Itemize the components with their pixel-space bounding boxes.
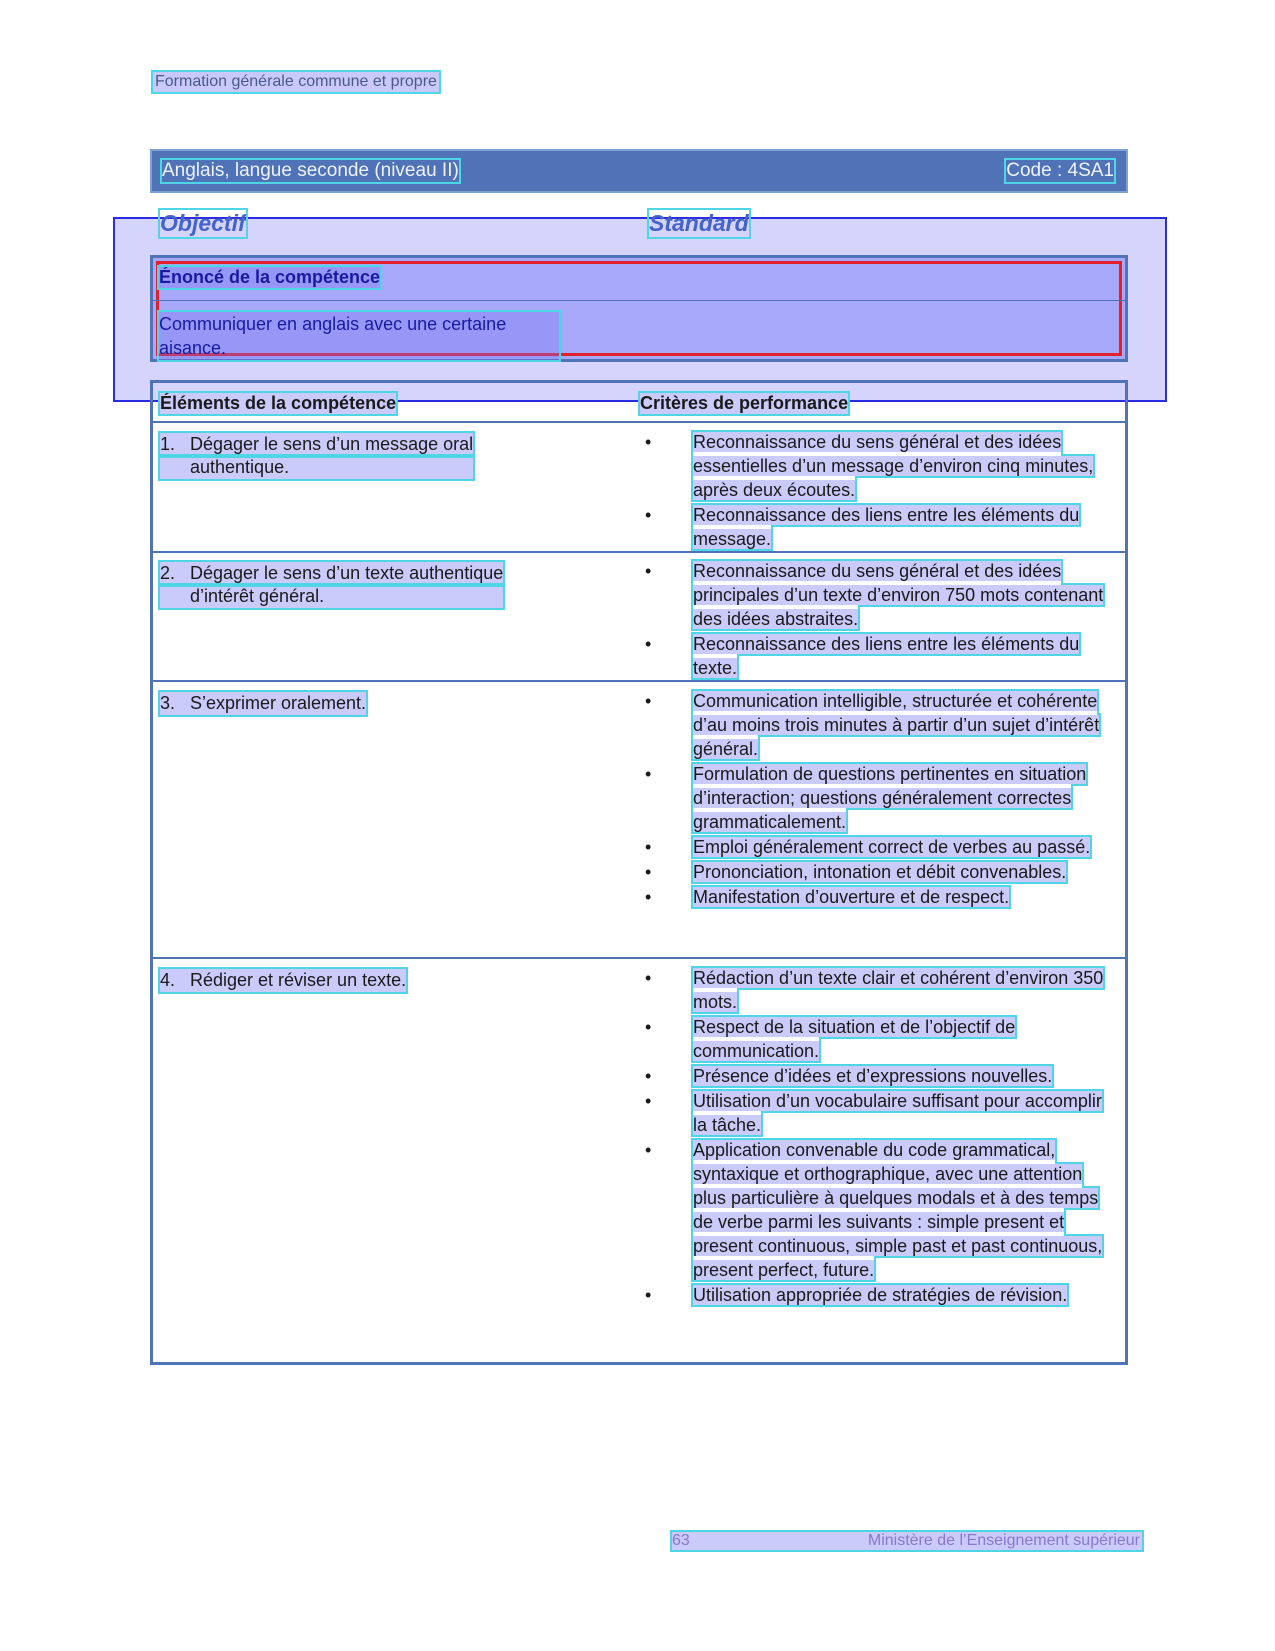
criterion-text: Utilisation d’un vocabulaire suffisant pour accomplir la tâche. <box>693 1091 1102 1135</box>
element-text: Dégager le sens d’un message oral <box>190 434 474 454</box>
criterion-item <box>645 503 1115 551</box>
element-number: 3. <box>160 693 176 713</box>
objectif-label: Objectif <box>160 210 246 236</box>
page-footer <box>672 1532 1142 1550</box>
criterion-text: Application convenable du code grammatical, syntaxique et orthographique, avec une attention plus particulière à quelques modals et à des temps de verbe parmi les suivants : simple present et present continuous, simple past et past continuous, present perfect, future. <box>693 1140 1103 1280</box>
bullet-icon: • <box>645 691 652 711</box>
criteria-list-4 <box>645 966 1115 1308</box>
competence-divider <box>153 300 1125 301</box>
running-head: Formation générale commune et propre <box>155 73 437 90</box>
criterion-text: Communication intelligible, structurée et cohérente d’au moins trois minutes à partir d’un sujet d’intérêt général. <box>693 691 1100 759</box>
criterion-item <box>645 559 1115 631</box>
column-header-criteres: Critères de performance <box>640 393 849 413</box>
criterion-text: Emploi généralement correct de verbes au passé. <box>693 837 1091 857</box>
bullet-icon: • <box>645 561 652 581</box>
criterion-item <box>645 835 1115 859</box>
bullet-icon: • <box>645 1285 652 1305</box>
bullet-icon: • <box>645 862 652 882</box>
criterion-item <box>645 860 1115 884</box>
criterion-text: Rédaction d’un texte clair et cohérent d’environ 350 mots. <box>693 968 1104 1012</box>
criterion-item <box>645 1138 1115 1282</box>
bullet-icon: • <box>645 1091 652 1111</box>
element-text: Dégager le sens d’un texte authentique <box>190 563 504 583</box>
element-number: 1. <box>160 434 176 454</box>
criterion-item <box>645 885 1115 909</box>
element-number: 4. <box>160 970 176 990</box>
criterion-text: Formulation de questions pertinentes en situation d’interaction; questions généralement correctes grammaticalement. <box>693 764 1087 832</box>
column-header-elements: Éléments de la compétence <box>160 393 397 413</box>
bullet-icon: • <box>645 887 652 907</box>
competence-box <box>150 255 1128 362</box>
ministry-name: Ministère de l’Enseignement supérieur <box>867 1532 1140 1549</box>
element-text: authentique. <box>160 456 473 479</box>
criterion-item <box>645 966 1115 1014</box>
element-2 <box>160 562 503 608</box>
bullet-icon: • <box>645 432 652 452</box>
criteria-list-3 <box>645 689 1115 910</box>
criterion-item <box>645 632 1115 680</box>
criterion-text: Reconnaissance du sens général et des idées essentielles d’un message d’environ cinq minutes, après deux écoutes. <box>693 432 1094 500</box>
page-number: 63 <box>672 1532 690 1549</box>
criterion-text: Utilisation appropriée de stratégies de révision. <box>693 1285 1068 1305</box>
bullet-icon: • <box>645 764 652 784</box>
criterion-text: Reconnaissance des liens entre les éléments du message. <box>693 505 1080 549</box>
bullet-icon: • <box>645 1140 652 1160</box>
element-text: Rédiger et réviser un texte. <box>190 970 407 990</box>
criteria-list-2 <box>645 559 1115 681</box>
element-3 <box>160 692 366 715</box>
element-text: S’exprimer oralement. <box>190 693 367 713</box>
standard-label: Standard <box>649 210 749 236</box>
competence-text: Communiquer en anglais avec une certaine aisance. <box>159 312 559 360</box>
course-title-bar <box>150 149 1128 193</box>
element-number: 2. <box>160 563 176 583</box>
criterion-text: Manifestation d’ouverture et de respect. <box>693 887 1010 907</box>
criterion-text: Reconnaissance des liens entre les éléments du texte. <box>693 634 1080 678</box>
bullet-icon: • <box>645 837 652 857</box>
bullet-icon: • <box>645 634 652 654</box>
criterion-item <box>645 1015 1115 1063</box>
element-text: d’intérêt général. <box>160 585 503 608</box>
criterion-text: Reconnaissance du sens général et des idées principales d’un texte d’environ 750 mots contenant des idées abstraites. <box>693 561 1104 629</box>
competence-heading: Énoncé de la compétence <box>159 267 381 287</box>
bullet-icon: • <box>645 968 652 988</box>
course-code: Code : 4SA1 <box>1006 160 1114 181</box>
bullet-icon: • <box>645 1066 652 1086</box>
element-1 <box>160 433 473 479</box>
bullet-icon: • <box>645 1017 652 1037</box>
criterion-item <box>645 1089 1115 1137</box>
criterion-item <box>645 689 1115 761</box>
criterion-text: Respect de la situation et de l’objectif de communication. <box>693 1017 1016 1061</box>
criterion-item <box>645 430 1115 502</box>
element-4 <box>160 969 406 992</box>
course-title: Anglais, langue seconde (niveau II) <box>162 160 459 181</box>
criteria-list-1 <box>645 430 1115 552</box>
criterion-text: Présence d’idées et d’expressions nouvelles. <box>693 1066 1053 1086</box>
criterion-item <box>645 1064 1115 1088</box>
criterion-item <box>645 1283 1115 1307</box>
bullet-icon: • <box>645 505 652 525</box>
row-divider <box>152 957 1126 959</box>
criterion-text: Prononciation, intonation et débit convenables. <box>693 862 1067 882</box>
header-divider <box>152 421 1126 423</box>
criterion-item <box>645 762 1115 834</box>
